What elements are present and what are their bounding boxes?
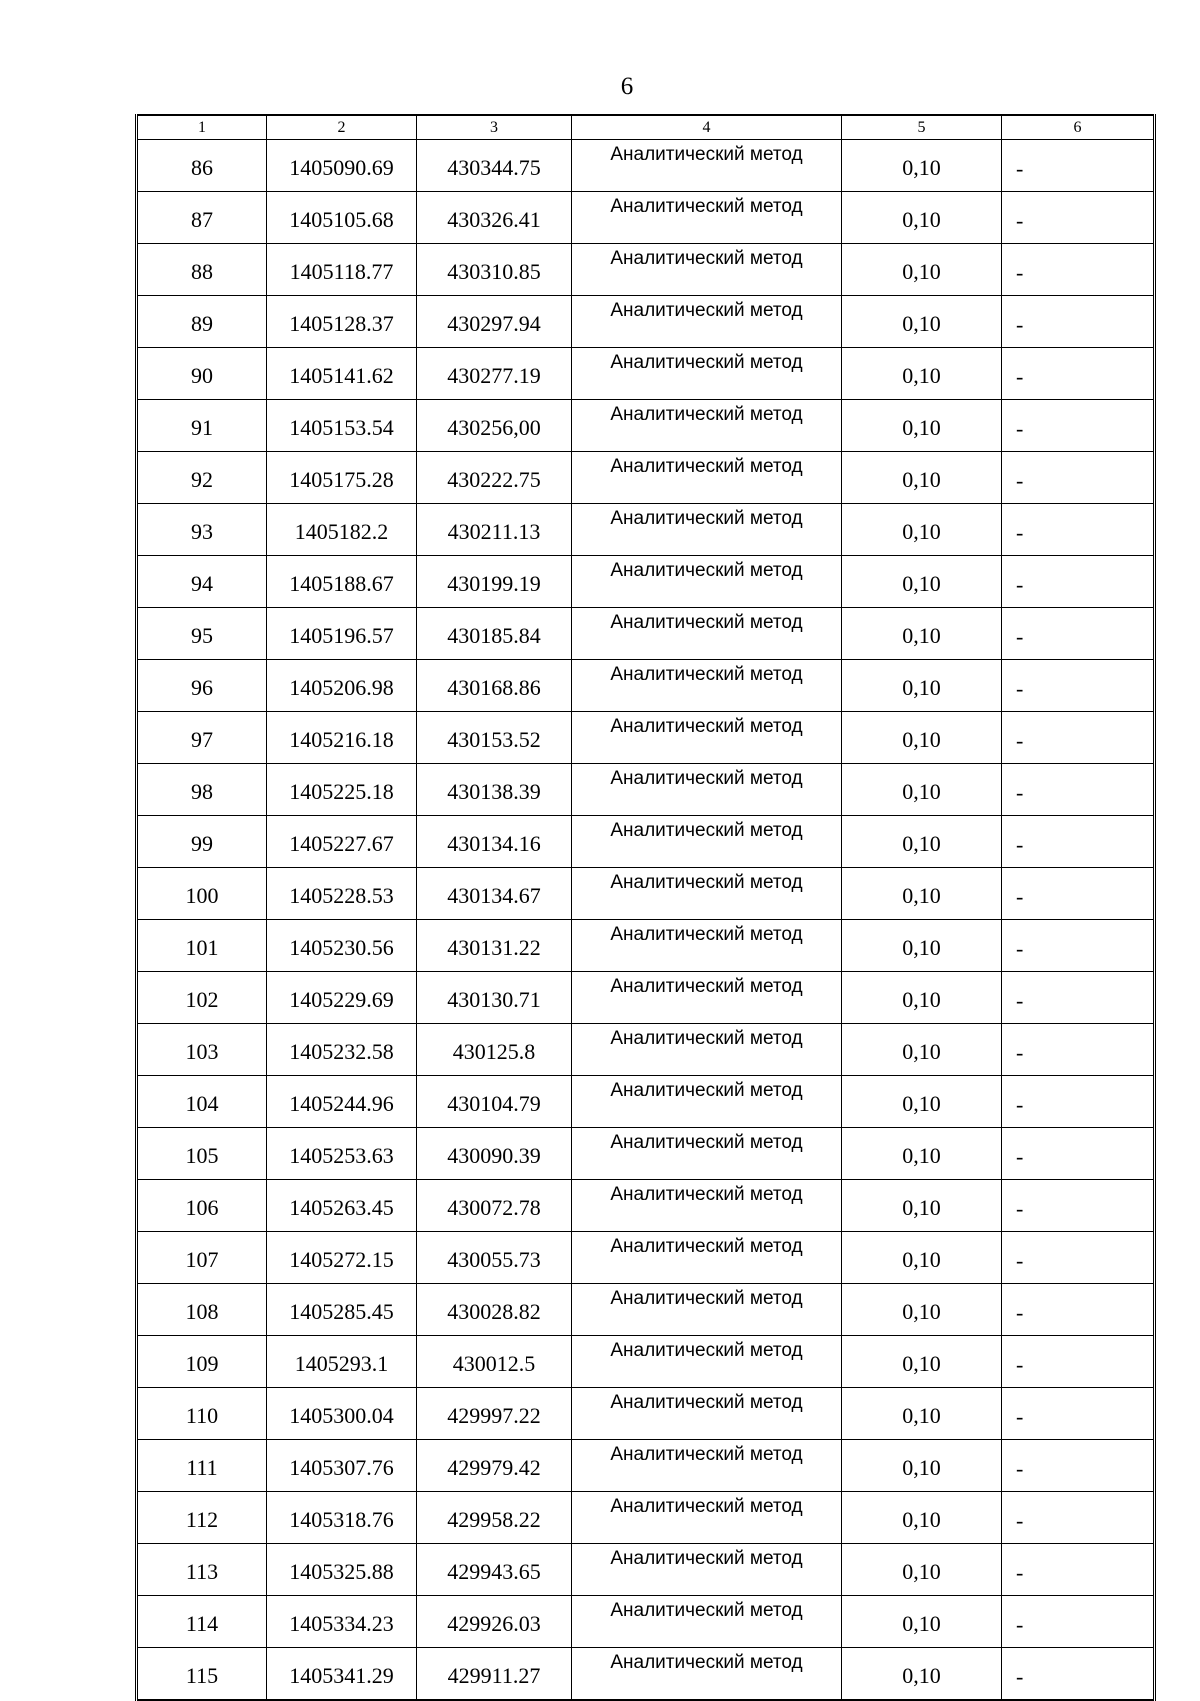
accuracy-cell: 0,10: [842, 1024, 1002, 1076]
table-row: [137, 556, 1155, 608]
method-cell: Аналитический метод: [572, 1388, 842, 1440]
note-cell: -: [1002, 244, 1155, 296]
note-cell: -: [1002, 556, 1155, 608]
y-coordinate-cell: 430153.52: [417, 712, 572, 764]
note-cell: -: [1002, 452, 1155, 504]
table-row: [137, 764, 1155, 816]
point-number-cell: 94: [137, 556, 267, 608]
y-coordinate-cell: 430256,00: [417, 400, 572, 452]
point-number-cell: 108: [137, 1284, 267, 1336]
x-coordinate-cell: 1405232.58: [267, 1024, 417, 1076]
note-cell: -: [1002, 712, 1155, 764]
note-cell: -: [1002, 296, 1155, 348]
x-coordinate-cell: 1405188.67: [267, 556, 417, 608]
x-coordinate-cell: 1405253.63: [267, 1128, 417, 1180]
point-number-cell: 100: [137, 868, 267, 920]
table-row: [137, 1336, 1155, 1388]
note-cell: -: [1002, 1076, 1155, 1128]
accuracy-cell: 0,10: [842, 1180, 1002, 1232]
coordinates-table-container: [135, 114, 1153, 1701]
point-number-cell: 87: [137, 192, 267, 244]
method-cell: Аналитический метод: [572, 1440, 842, 1492]
table-row: [137, 1232, 1155, 1284]
y-coordinate-cell: 430134.16: [417, 816, 572, 868]
note-cell: -: [1002, 192, 1155, 244]
y-coordinate-cell: 430297.94: [417, 296, 572, 348]
y-coordinate-cell: 429911.27: [417, 1648, 572, 1701]
y-coordinate-cell: 430055.73: [417, 1232, 572, 1284]
point-number-cell: 107: [137, 1232, 267, 1284]
table-row: [137, 348, 1155, 400]
y-coordinate-cell: 430131.22: [417, 920, 572, 972]
accuracy-cell: 0,10: [842, 296, 1002, 348]
accuracy-cell: 0,10: [842, 1596, 1002, 1648]
accuracy-cell: 0,10: [842, 1544, 1002, 1596]
column-header: 5: [842, 115, 1002, 140]
table-row: [137, 244, 1155, 296]
note-cell: -: [1002, 140, 1155, 192]
table-body: [137, 140, 1155, 1701]
table-row: [137, 1492, 1155, 1544]
point-number-cell: 109: [137, 1336, 267, 1388]
x-coordinate-cell: 1405225.18: [267, 764, 417, 816]
method-cell: Аналитический метод: [572, 140, 842, 192]
x-coordinate-cell: 1405307.76: [267, 1440, 417, 1492]
point-number-cell: 96: [137, 660, 267, 712]
table-row: [137, 504, 1155, 556]
point-number-cell: 99: [137, 816, 267, 868]
x-coordinate-cell: 1405334.23: [267, 1596, 417, 1648]
table-row: [137, 1388, 1155, 1440]
y-coordinate-cell: 429926.03: [417, 1596, 572, 1648]
note-cell: -: [1002, 920, 1155, 972]
x-coordinate-cell: 1405175.28: [267, 452, 417, 504]
point-number-cell: 104: [137, 1076, 267, 1128]
accuracy-cell: 0,10: [842, 712, 1002, 764]
point-number-cell: 91: [137, 400, 267, 452]
method-cell: Аналитический метод: [572, 712, 842, 764]
y-coordinate-cell: 430130.71: [417, 972, 572, 1024]
method-cell: Аналитический метод: [572, 868, 842, 920]
point-number-cell: 98: [137, 764, 267, 816]
table-row: [137, 660, 1155, 712]
column-header: 6: [1002, 115, 1155, 140]
point-number-cell: 89: [137, 296, 267, 348]
y-coordinate-cell: 430211.13: [417, 504, 572, 556]
y-coordinate-cell: 430028.82: [417, 1284, 572, 1336]
accuracy-cell: 0,10: [842, 1076, 1002, 1128]
y-coordinate-cell: 430326.41: [417, 192, 572, 244]
table-row: [137, 1024, 1155, 1076]
y-coordinate-cell: 429979.42: [417, 1440, 572, 1492]
x-coordinate-cell: 1405206.98: [267, 660, 417, 712]
note-cell: -: [1002, 1388, 1155, 1440]
method-cell: Аналитический метод: [572, 816, 842, 868]
method-cell: Аналитический метод: [572, 244, 842, 296]
table-row: [137, 1284, 1155, 1336]
note-cell: -: [1002, 608, 1155, 660]
method-cell: Аналитический метод: [572, 1024, 842, 1076]
method-cell: Аналитический метод: [572, 1180, 842, 1232]
y-coordinate-cell: 430090.39: [417, 1128, 572, 1180]
x-coordinate-cell: 1405230.56: [267, 920, 417, 972]
accuracy-cell: 0,10: [842, 816, 1002, 868]
x-coordinate-cell: 1405229.69: [267, 972, 417, 1024]
method-cell: Аналитический метод: [572, 1544, 842, 1596]
point-number-cell: 95: [137, 608, 267, 660]
method-cell: Аналитический метод: [572, 972, 842, 1024]
table-row: [137, 920, 1155, 972]
x-coordinate-cell: 1405341.29: [267, 1648, 417, 1701]
accuracy-cell: 0,10: [842, 764, 1002, 816]
point-number-cell: 97: [137, 712, 267, 764]
method-cell: Аналитический метод: [572, 608, 842, 660]
table-row: [137, 192, 1155, 244]
y-coordinate-cell: 430310.85: [417, 244, 572, 296]
table-row: [137, 452, 1155, 504]
x-coordinate-cell: 1405300.04: [267, 1388, 417, 1440]
accuracy-cell: 0,10: [842, 1388, 1002, 1440]
method-cell: Аналитический метод: [572, 504, 842, 556]
point-number-cell: 111: [137, 1440, 267, 1492]
x-coordinate-cell: 1405182.2: [267, 504, 417, 556]
y-coordinate-cell: 430222.75: [417, 452, 572, 504]
method-cell: Аналитический метод: [572, 556, 842, 608]
method-cell: Аналитический метод: [572, 764, 842, 816]
point-number-cell: 88: [137, 244, 267, 296]
method-cell: Аналитический метод: [572, 660, 842, 712]
table-row: [137, 972, 1155, 1024]
y-coordinate-cell: 430125.8: [417, 1024, 572, 1076]
x-coordinate-cell: 1405090.69: [267, 140, 417, 192]
x-coordinate-cell: 1405318.76: [267, 1492, 417, 1544]
table-row: [137, 1648, 1155, 1701]
note-cell: -: [1002, 764, 1155, 816]
y-coordinate-cell: 430185.84: [417, 608, 572, 660]
accuracy-cell: 0,10: [842, 1440, 1002, 1492]
table-row: [137, 816, 1155, 868]
y-coordinate-cell: 430168.86: [417, 660, 572, 712]
note-cell: -: [1002, 868, 1155, 920]
accuracy-cell: 0,10: [842, 192, 1002, 244]
note-cell: -: [1002, 1544, 1155, 1596]
table-row: [137, 712, 1155, 764]
accuracy-cell: 0,10: [842, 1232, 1002, 1284]
x-coordinate-cell: 1405216.18: [267, 712, 417, 764]
y-coordinate-cell: 430012.5: [417, 1336, 572, 1388]
y-coordinate-cell: 429958.22: [417, 1492, 572, 1544]
y-coordinate-cell: 430199.19: [417, 556, 572, 608]
x-coordinate-cell: 1405244.96: [267, 1076, 417, 1128]
point-number-cell: 106: [137, 1180, 267, 1232]
page-number: 6: [620, 73, 634, 100]
point-number-cell: 93: [137, 504, 267, 556]
method-cell: Аналитический метод: [572, 192, 842, 244]
table-header-row: [137, 115, 1155, 140]
accuracy-cell: 0,10: [842, 556, 1002, 608]
table-row: [137, 608, 1155, 660]
x-coordinate-cell: 1405293.1: [267, 1336, 417, 1388]
note-cell: -: [1002, 1596, 1155, 1648]
note-cell: -: [1002, 348, 1155, 400]
method-cell: Аналитический метод: [572, 1596, 842, 1648]
method-cell: Аналитический метод: [572, 1076, 842, 1128]
x-coordinate-cell: 1405285.45: [267, 1284, 417, 1336]
note-cell: -: [1002, 504, 1155, 556]
point-number-cell: 103: [137, 1024, 267, 1076]
y-coordinate-cell: 430072.78: [417, 1180, 572, 1232]
table-row: [137, 1076, 1155, 1128]
accuracy-cell: 0,10: [842, 348, 1002, 400]
note-cell: -: [1002, 1128, 1155, 1180]
accuracy-cell: 0,10: [842, 400, 1002, 452]
point-number-cell: 115: [137, 1648, 267, 1701]
coordinates-table: [135, 114, 1156, 1701]
method-cell: Аналитический метод: [572, 1128, 842, 1180]
accuracy-cell: 0,10: [842, 1128, 1002, 1180]
accuracy-cell: 0,10: [842, 1336, 1002, 1388]
x-coordinate-cell: 1405325.88: [267, 1544, 417, 1596]
note-cell: -: [1002, 1440, 1155, 1492]
note-cell: -: [1002, 1336, 1155, 1388]
note-cell: -: [1002, 660, 1155, 712]
point-number-cell: 113: [137, 1544, 267, 1596]
accuracy-cell: 0,10: [842, 972, 1002, 1024]
point-number-cell: 90: [137, 348, 267, 400]
note-cell: -: [1002, 1024, 1155, 1076]
point-number-cell: 102: [137, 972, 267, 1024]
method-cell: Аналитический метод: [572, 1336, 842, 1388]
x-coordinate-cell: 1405272.15: [267, 1232, 417, 1284]
accuracy-cell: 0,10: [842, 244, 1002, 296]
point-number-cell: 92: [137, 452, 267, 504]
x-coordinate-cell: 1405196.57: [267, 608, 417, 660]
accuracy-cell: 0,10: [842, 452, 1002, 504]
point-number-cell: 86: [137, 140, 267, 192]
x-coordinate-cell: 1405153.54: [267, 400, 417, 452]
method-cell: Аналитический метод: [572, 348, 842, 400]
x-coordinate-cell: 1405227.67: [267, 816, 417, 868]
note-cell: -: [1002, 1284, 1155, 1336]
method-cell: Аналитический метод: [572, 452, 842, 504]
note-cell: -: [1002, 400, 1155, 452]
accuracy-cell: 0,10: [842, 1492, 1002, 1544]
column-header: 2: [267, 115, 417, 140]
method-cell: Аналитический метод: [572, 1232, 842, 1284]
column-header: 1: [137, 115, 267, 140]
y-coordinate-cell: 429943.65: [417, 1544, 572, 1596]
accuracy-cell: 0,10: [842, 660, 1002, 712]
method-cell: Аналитический метод: [572, 1492, 842, 1544]
table-row: [137, 868, 1155, 920]
accuracy-cell: 0,10: [842, 920, 1002, 972]
table-row: [137, 1544, 1155, 1596]
accuracy-cell: 0,10: [842, 1284, 1002, 1336]
note-cell: -: [1002, 1232, 1155, 1284]
table-row: [137, 296, 1155, 348]
point-number-cell: 112: [137, 1492, 267, 1544]
point-number-cell: 110: [137, 1388, 267, 1440]
method-cell: Аналитический метод: [572, 920, 842, 972]
table-row: [137, 1180, 1155, 1232]
accuracy-cell: 0,10: [842, 868, 1002, 920]
column-header: 3: [417, 115, 572, 140]
method-cell: Аналитический метод: [572, 1284, 842, 1336]
note-cell: -: [1002, 972, 1155, 1024]
method-cell: Аналитический метод: [572, 296, 842, 348]
note-cell: -: [1002, 1648, 1155, 1701]
table-row: [137, 1440, 1155, 1492]
y-coordinate-cell: 430104.79: [417, 1076, 572, 1128]
accuracy-cell: 0,10: [842, 504, 1002, 556]
y-coordinate-cell: 430344.75: [417, 140, 572, 192]
x-coordinate-cell: 1405263.45: [267, 1180, 417, 1232]
y-coordinate-cell: 430277.19: [417, 348, 572, 400]
point-number-cell: 105: [137, 1128, 267, 1180]
x-coordinate-cell: 1405118.77: [267, 244, 417, 296]
point-number-cell: 101: [137, 920, 267, 972]
method-cell: Аналитический метод: [572, 400, 842, 452]
x-coordinate-cell: 1405141.62: [267, 348, 417, 400]
table-row: [137, 1128, 1155, 1180]
table-row: [137, 400, 1155, 452]
method-cell: Аналитический метод: [572, 1648, 842, 1701]
table-row: [137, 140, 1155, 192]
x-coordinate-cell: 1405128.37: [267, 296, 417, 348]
point-number-cell: 114: [137, 1596, 267, 1648]
x-coordinate-cell: 1405105.68: [267, 192, 417, 244]
x-coordinate-cell: 1405228.53: [267, 868, 417, 920]
column-header: 4: [572, 115, 842, 140]
accuracy-cell: 0,10: [842, 1648, 1002, 1701]
y-coordinate-cell: 430138.39: [417, 764, 572, 816]
note-cell: -: [1002, 816, 1155, 868]
y-coordinate-cell: 429997.22: [417, 1388, 572, 1440]
table-row: [137, 1596, 1155, 1648]
accuracy-cell: 0,10: [842, 140, 1002, 192]
note-cell: -: [1002, 1492, 1155, 1544]
note-cell: -: [1002, 1180, 1155, 1232]
y-coordinate-cell: 430134.67: [417, 868, 572, 920]
accuracy-cell: 0,10: [842, 608, 1002, 660]
